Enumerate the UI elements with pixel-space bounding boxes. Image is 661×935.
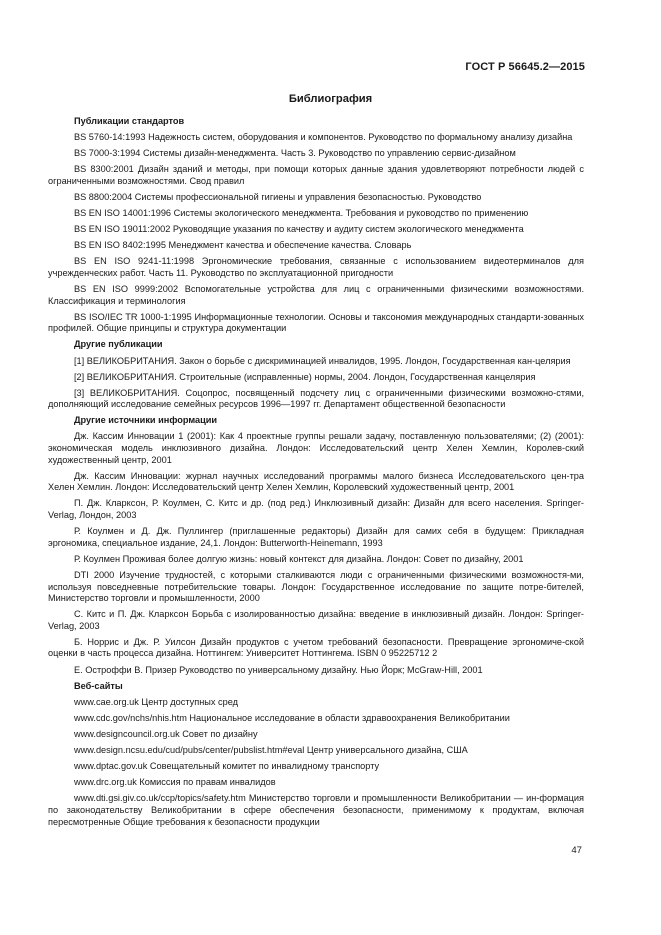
bibliography-entry: BS EN ISO 14001:1996 Системы экологического менеджмента. Требования и руководство по применению <box>74 208 529 219</box>
bibliography-entry: [2] ВЕЛИКОБРИТАНИЯ. Строительные (исправленные) нормы, 2004. Лондон, Государственная канцелярия <box>74 371 536 382</box>
section-heading-standards: Публикации стандартов <box>74 116 185 126</box>
bibliography-entry: П. Дж. Кларксон, Р. Коулмен, С. Китс и др. (под ред.) Инклюзивный дизайн: Дизайн для всего населения. Springer-Verlag, Лондон, 2003 <box>48 498 584 521</box>
section-heading-other-publications: Другие публикации <box>74 339 163 350</box>
bibliography-entry: BS 8300:2001 Дизайн зданий и методы, при помощи которых данные здания удовлетворяют потребности людей с ограниченными возможностями. Свод правил <box>48 164 584 186</box>
bibliography-entry: BS ISO/IEC TR 1000-1:1995 Информационные технологии. Основы и таксономия международных стандарти-зованных профилей. Общие принципы и структура документации <box>48 311 584 334</box>
bibliography-entry: BS EN ISO 9241-11:1998 Эргономические требования, связанные с использованием видеотерминалов для учрежденческих работ. Часть 11. Руководство по эксплуатационной пригодности <box>48 256 584 278</box>
page-title: Библиография <box>288 93 373 105</box>
website-entry: www.cae.org.uk Центр доступных сред <box>74 696 238 707</box>
bibliography-entry: Е. Остроффи В. Призер Руководство по универсальному дизайну. Нью Йорк; McGraw-Hill, 2001 <box>74 664 483 675</box>
bibliography-entry: [3] ВЕЛИКОБРИТАНИЯ. Соцопрос, посвященный подсчету лиц с ограниченными физическими возможно-стями, дополняющий исследование семейных ресурсов 1996—1997 гг. Департамент общественной безопасности <box>48 387 584 410</box>
bibliography-entry: Дж. Кассим Инновации: журнал научных исследований программы малого бизнеса Исследовательского цен-тра Хелен Хемлин. Лондон: Исследовательский центр Хелен Хемлин, Королевский художественный центр, 2001 <box>48 470 584 493</box>
bibliography-entry: BS 7000-3:1994 Системы дизайн-менеджмента. Часть 3. Руководство по управлению сервис-дизайном <box>74 148 516 159</box>
bibliography-entry: Дж. Кассим Инновации 1 (2001): Как 4 проектные группы решали задачу, поставленную пользователями; (2) (2001): экономическая модель инклюзивного дизайна. Лондон: Исследовательский центр Хелен Хемлин, Королев-ский художественный центр, 2001 <box>48 431 584 465</box>
bibliography-entry: Р. Коулмен Проживая более долгую жизнь: новый контекст для дизайна. Лондон: Совет по дизайну, 2001 <box>74 553 524 564</box>
bibliography-entry: Б. Норрис и Дж. Р. Уилсон Дизайн продуктов с учетом требований безопасности. Превращение эргономиче-ской оценки в часть процесса дизайна. Ноттингем: Университет Ноттингема. ISBN 0 95225712 2 <box>48 636 584 659</box>
bibliography-entry: DTI 2000 Изучение трудностей, с которыми сталкиваются люди с ограниченными физическими возможностя-ми, используя повседневные потребительские товары. Лондон: Государственное исследование по защите потре-бителей, Министерство торговли и промышленности, 2000 <box>48 569 584 604</box>
bibliography-content <box>48 116 584 833</box>
bibliography-entry: BS 8800:2004 Системы профессиональной гигиены и управления безопасностью. Руководство <box>74 191 482 202</box>
bibliography-entry: Р. Коулмен и Д. Дж. Пуллингер (приглашенные редакторы) Дизайн для самих себя в будущем: Прикладная эргономика, специальное издание, 24,1. Лондон: Butterworth-Heinemann, 1993 <box>48 526 584 548</box>
website-entry: www.dptac.gov.uk Совещательный комитет по инвалидному транспорту <box>74 761 380 772</box>
section-heading-websites: Веб-сайты <box>74 680 123 691</box>
page-number: 47 <box>571 845 582 856</box>
website-entry: www.dti.gsi.giv.co.uk/ccp/topics/safety.htm Министерство торговли и промышленности Великобритании — ин-формация по законодательству Великобритании в сфере обеспечения безопасности, применимому к продуктам, включая пересмотренные Общие требования к безопасности продукции <box>48 793 584 827</box>
document-code: ГОСТ Р 56645.2—2015 <box>465 61 585 73</box>
bibliography-entry: BS EN ISO 19011:2002 Руководящие указания по качеству и аудиту систем экологического менеджмента <box>74 224 524 235</box>
section-heading-other-sources: Другие источники информации <box>74 415 218 426</box>
website-entry: www.design.ncsu.edu/cud/pubs/center/pubslist.htm#eval Центр универсального дизайна, США <box>74 745 468 756</box>
bibliography-entry: [1] ВЕЛИКОБРИТАНИЯ. Закон о борьбе с дискриминацией инвалидов, 1995. Лондон, Государственная кан-целярия <box>74 355 571 366</box>
website-entry: www.cdc.gov/nchs/nhis.htm Национальное исследование в области здравоохранения Великобритании <box>74 712 510 723</box>
website-entry: www.drc.org.uk Комиссия по правам инвалидов <box>74 777 276 788</box>
website-entry: www.designcouncil.org.uk Совет по дизайну <box>74 728 258 739</box>
bibliography-entry: BS 5760-14:1993 Надежность систем, оборудования и компонентов. Руководство по формальному анализу дизайна <box>74 132 573 143</box>
bibliography-entry: BS EN ISO 9999:2002 Вспомогательные устройства для лиц с ограниченными физическими возможностями. Классификация и терминология <box>48 284 584 306</box>
bibliography-entry: С. Китс и П. Дж. Кларксон Борьба с изолированностью дизайна: введение в инклюзивный дизайн. Лондон: Springer-Verlag, 2003 <box>48 609 584 631</box>
bibliography-entry: BS EN ISO 8402:1995 Менеджмент качества и обеспечение качества. Словарь <box>74 240 412 251</box>
